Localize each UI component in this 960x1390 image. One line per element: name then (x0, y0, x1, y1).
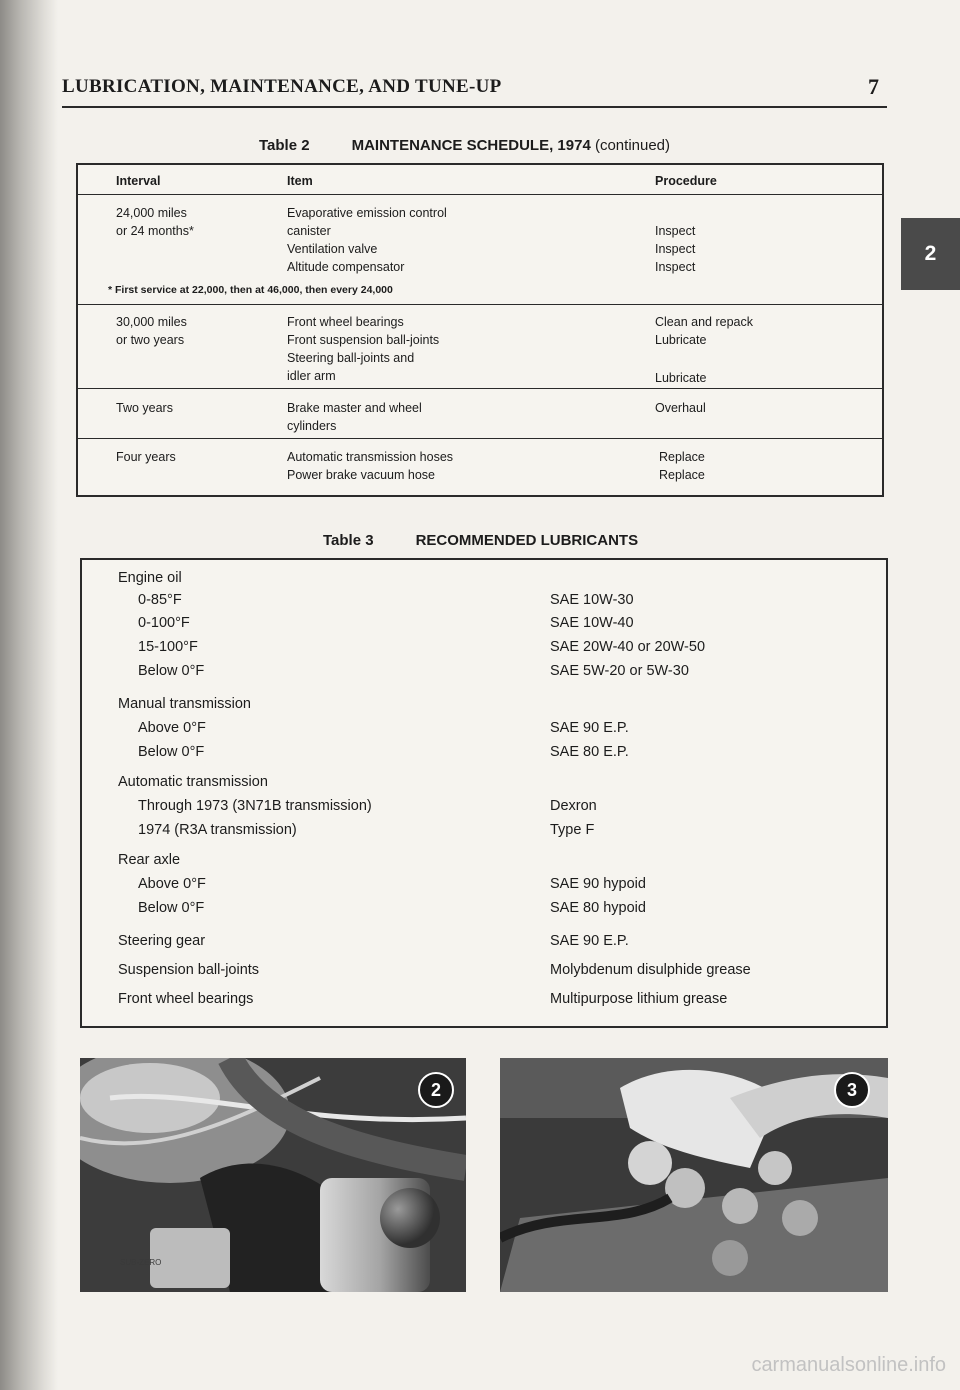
maintenance-schedule-table (76, 163, 884, 497)
lubricant-row: Steering gear SAE 90 E.P. (118, 933, 629, 949)
table2-caption (259, 137, 670, 154)
running-title: LUBRICATION, MAINTENANCE, AND TUNE-UP (62, 76, 502, 97)
item-cell: Front wheel bearings Front suspension ball-joints Steering ball-joints and idler arm (287, 315, 440, 383)
lubricant-row: 0-100°F SAE 10W-40 (138, 615, 634, 631)
table2-number: Table 2 (259, 137, 310, 154)
interval-cell: 24,000 miles or 24 months* (116, 206, 194, 238)
lubricant-row: Through 1973 (3N71B transmission) Dexron (138, 798, 597, 814)
figure-2-photo (80, 1058, 466, 1292)
lubricant-row: Suspension ball-joints Molybdenum disulphide grease (118, 962, 751, 978)
procedure-cell: Overhaul (655, 401, 706, 415)
table2-title: MAINTENANCE SCHEDULE, 1974 (351, 137, 591, 154)
lubricant-row: Front wheel bearings Multipurpose lithium grease (118, 991, 728, 1007)
table-header-row (78, 165, 882, 195)
schedule-section-30000 (78, 306, 882, 389)
battery-caps-photo (500, 1058, 888, 1292)
schedule-footnote: * First service at 22,000, then at 46,000, then every 24,000 (108, 284, 393, 296)
procedure-cell: Inspect Inspect Inspect (655, 224, 696, 274)
lubricant-row: Above 0°F SAE 90 E.P. (138, 720, 629, 736)
sub-zero-label: SUB-ZERO (120, 1258, 162, 1267)
table3-caption (323, 532, 638, 549)
table3-number: Table 3 (323, 532, 374, 549)
procedure-cell: Replace Replace (659, 450, 705, 482)
header-item: Item (287, 174, 313, 188)
lubricant-row: Engine oil (118, 570, 182, 586)
interval-cell: Two years (116, 401, 173, 415)
chapter-tab: 2 (901, 218, 960, 290)
lubricant-row: Automatic transmission (118, 774, 268, 790)
interval-cell: 30,000 miles or two years (116, 315, 187, 347)
lubricant-row: 15-100°F SAE 20W-40 or 20W-50 (138, 639, 706, 655)
page-header (62, 72, 887, 108)
table2-title-suffix: (continued) (594, 137, 671, 154)
header-procedure: Procedure (655, 174, 717, 188)
recommended-lubricants-table (80, 558, 888, 1028)
item-cell: Evaporative emission control canister Ventilation valve Altitude compensator (287, 206, 447, 274)
figure-3-badge: 3 (834, 1072, 870, 1108)
lubricant-row: Above 0°F SAE 90 hypoid (138, 876, 646, 892)
item-cell: Automatic transmission hoses Power brake vacuum hose (287, 450, 454, 482)
lubricant-row: Manual transmission (118, 696, 251, 712)
interval-cell: Four years (116, 450, 176, 464)
lubricant-row: Below 0°F SAE 80 E.P. (138, 744, 629, 760)
site-watermark: carmanualsonline.info (751, 1354, 946, 1376)
lubricant-row: Below 0°F SAE 5W-20 or 5W-30 (138, 663, 689, 679)
schedule-section-four-years (78, 440, 882, 493)
header-interval: Interval (116, 174, 161, 188)
oil-filter-photo (80, 1058, 466, 1292)
table3-title: RECOMMENDED LUBRICANTS (415, 532, 639, 549)
lubricant-row: Rear axle (118, 852, 181, 868)
schedule-section-24000 (78, 196, 882, 305)
lubricant-row: 1974 (R3A transmission) Type F (138, 822, 595, 838)
figure-2-badge: 2 (418, 1072, 454, 1108)
schedule-section-two-years (78, 390, 882, 439)
page-binding-shadow (0, 0, 58, 1390)
page-number: 7 (868, 74, 879, 99)
procedure-cell: Clean and repack Lubricate Lubricate (655, 315, 753, 385)
lubricant-row: Below 0°F SAE 80 hypoid (138, 900, 646, 916)
lubricant-row: 0-85°F SAE 10W-30 (138, 592, 634, 608)
item-cell: Brake master and wheel cylinders (287, 401, 422, 433)
figure-3-photo (500, 1058, 888, 1292)
